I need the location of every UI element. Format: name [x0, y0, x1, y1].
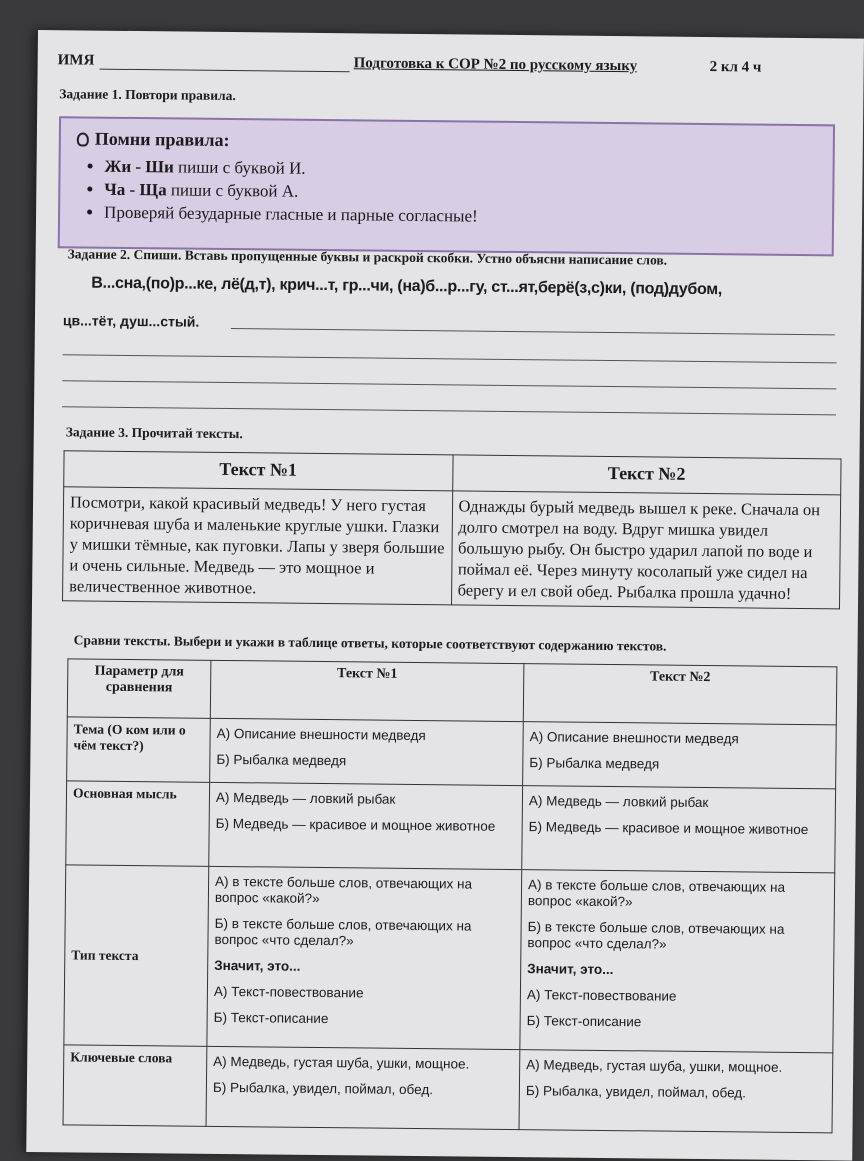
rules-list — [86, 155, 478, 228]
lightbulb-icon — [77, 132, 89, 146]
param-main-idea: Основная мысль — [66, 781, 210, 866]
rule-text: пиши с буквой А. — [166, 180, 299, 201]
compare-table — [63, 658, 838, 1133]
compare-instruction: Сравни тексты. Выбери и укажи в таблице ответы, которые соответствуют содержанию текстов. — [73, 632, 667, 654]
cell-text2-theme — [523, 722, 837, 789]
rule-item — [104, 201, 478, 228]
option-b[interactable]: Б) Медведь — красивое и мощное животное — [215, 815, 496, 834]
conclusion-label: Значит, это... — [214, 957, 301, 974]
col-header-param: Параметр для сравнения — [67, 659, 211, 718]
option-a[interactable]: А) Медведь — ловкий рыбак — [528, 793, 709, 811]
col-header-text1: Текст №1 — [210, 660, 524, 721]
rule-bold: Жи - Ши — [104, 156, 174, 177]
option-b[interactable]: Б) Рыбалка медведя — [529, 755, 660, 772]
texts-table — [62, 450, 842, 609]
option-a[interactable]: А) Описание внешности медведя — [216, 725, 426, 744]
option-b[interactable]: Б) Медведь — красивое и мощное животное — [528, 819, 809, 838]
grade-label: 2 кл 4 ч — [709, 59, 762, 76]
text2-title: Текст №2 — [452, 455, 841, 495]
option-a[interactable]: А) Медведь, густая шуба, ушки, мощное. — [213, 1053, 470, 1072]
option-b[interactable]: Б) Рыбалка, увидел, поймал, обед. — [212, 1079, 434, 1098]
option-a[interactable]: А) в тексте больше слов, отвечающих на вопрос «какой?» — [527, 877, 786, 910]
option-a[interactable]: А) Описание внешности медведя — [529, 729, 739, 747]
rules-heading-text: Помни правила: — [94, 128, 230, 151]
option-b[interactable]: Б) Текст-описание — [213, 1009, 329, 1027]
header — [58, 52, 838, 82]
option-a[interactable]: А) Медведь — ловкий рыбак — [215, 789, 396, 807]
task3-title: Задание 3. Прочитай тексты. — [65, 424, 243, 442]
writing-line[interactable] — [63, 354, 837, 363]
writing-line[interactable] — [231, 328, 835, 335]
name-blank-line — [100, 69, 350, 73]
text2-body: Однажды бурый медведь вышел к реке. Сначала он долго смотрел на воду. Вдруг мишка увидел большую рыбу. Он быстро ударил лапой по воде и поймал её. Через минуту косолапый уже сидел на берегу и ел свой обед. Рыбалка прошла удачно! — [451, 491, 841, 609]
cell-text1-main-idea — [209, 782, 523, 869]
worksheet-title: Подготовка к СОР №2 по русскому языку — [353, 55, 638, 75]
conclusion-label: Значит, это... — [527, 961, 614, 978]
cell-text2-keywords — [519, 1050, 833, 1133]
option-b[interactable]: Б) Рыбалка, увидел, поймал, обед. — [525, 1083, 747, 1101]
option-b[interactable]: Б) Текст-описание — [526, 1013, 642, 1030]
cell-text1-type — [207, 866, 522, 1049]
option-b[interactable]: Б) Рыбалка медведя — [216, 751, 347, 769]
rule-text: Проверяй безударные гласные и парные согласные! — [103, 202, 478, 226]
cell-text2-main-idea — [522, 786, 836, 873]
writing-line[interactable] — [62, 406, 836, 415]
option-a[interactable]: А) Текст-повествование — [526, 987, 677, 1004]
exercise-line-2: цв...тёт, душ...стый. — [62, 312, 200, 330]
text1-body: Посмотри, какой красивый медведь! У него густая коричневая шуба и маленькие круглые ушки. Глазки у мишки тёмные, как пуговки. Лапы у зверя большие и очень сильные. Медведь — это мощное и величественное животное. — [63, 487, 453, 605]
rule-bold: Ча - Ща — [104, 179, 167, 200]
col-header-text2: Текст №2 — [523, 664, 837, 725]
cell-text2-type — [520, 870, 835, 1053]
param-theme: Тема (О ком или о чём текст?) — [67, 717, 211, 782]
param-keywords: Ключевые слова — [63, 1045, 207, 1126]
task1-title: Задание 1. Повтори правила. — [59, 86, 236, 104]
exercise-line-1: В...сна,(по)р...ке, лё(д,т), крич...т, гр...чи, (на)б...р...гу, ст...ят,берё(з,с)ки, (под)дубом, — [91, 274, 723, 299]
cell-text1-keywords — [206, 1046, 520, 1129]
option-a[interactable]: А) Медведь, густая шуба, ушки, мощное. — [526, 1057, 783, 1075]
rule-text: пиши с буквой И. — [173, 157, 306, 178]
option-a[interactable]: А) Текст-повествование — [213, 983, 364, 1001]
worksheet-page — [26, 30, 864, 1161]
rules-heading — [77, 128, 230, 151]
option-b[interactable]: Б) в тексте больше слов, отвечающих на вопрос «что сделал?» — [527, 919, 785, 952]
text1-title: Текст №1 — [64, 451, 453, 491]
cell-text1-theme — [210, 718, 524, 785]
task2-title: Задание 2. Спиши. Вставь пропущенные буквы и раскрой скобки. Устно объясни написание слов. — [67, 246, 668, 268]
option-b[interactable]: Б) в тексте больше слов, отвечающих на вопрос «что сделал?» — [214, 915, 472, 949]
option-a[interactable]: А) в тексте больше слов, отвечающих на вопрос «какой?» — [214, 873, 473, 906]
rules-box — [58, 116, 835, 256]
name-label: ИМЯ — [57, 52, 95, 69]
writing-line[interactable] — [62, 380, 836, 389]
param-text-type: Тип текста — [64, 865, 209, 1046]
